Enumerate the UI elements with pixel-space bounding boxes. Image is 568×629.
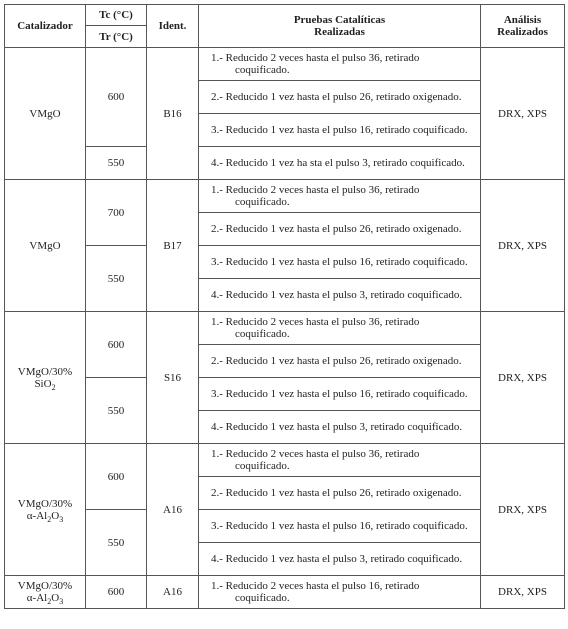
test-text: 4.- Reducido 1 vez ha sta el pulso 3, retirado coquificado. <box>211 157 465 169</box>
tr-value: 550 <box>86 378 147 444</box>
test-description <box>199 345 481 378</box>
catalyst-table <box>4 4 565 609</box>
header-catalizador: Catalizador <box>5 5 86 48</box>
test-description <box>199 444 481 477</box>
table-row <box>5 444 565 477</box>
catalyst-name <box>5 576 86 609</box>
test-text: 1.- Reducido 2 veces hasta el pulso 36, retirado coquificado. <box>211 448 420 472</box>
test-description <box>199 378 481 411</box>
catalyst-subscript: 3 <box>59 514 64 524</box>
tc-value: 600 <box>86 48 147 147</box>
ident-value: A16 <box>147 444 199 576</box>
table-row <box>5 576 565 609</box>
test-description <box>199 114 481 147</box>
ident-value: A16 <box>147 576 199 609</box>
tc-value: 600 <box>86 576 147 609</box>
test-description <box>199 576 481 609</box>
catalyst-subscript: 2 <box>51 382 56 392</box>
table-row <box>5 180 565 213</box>
header-tc: Tc (°C) <box>86 5 147 26</box>
test-description <box>199 81 481 114</box>
analisis-value: DRX, XPS <box>481 312 565 444</box>
test-description <box>199 213 481 246</box>
catalyst-name <box>5 444 86 576</box>
header-analisis-line-1: Análisis <box>503 14 542 26</box>
test-text: 2.- Reducido 1 vez hasta el pulso 26, retirado oxigenado. <box>211 355 462 367</box>
catalyst-text: VMgO <box>29 239 61 252</box>
catalyst-text: VMgO/30% <box>17 580 73 592</box>
catalyst-text: VMgO/30% <box>17 365 73 378</box>
analisis-value: DRX, XPS <box>481 48 565 180</box>
catalyst-name <box>5 312 86 444</box>
tr-value: 550 <box>86 147 147 180</box>
catalyst-text: SiO <box>34 377 52 390</box>
test-text: 2.- Reducido 1 vez hasta el pulso 26, retirado oxigenado. <box>211 223 462 235</box>
analisis-value: DRX, XPS <box>481 576 565 609</box>
test-description <box>199 180 481 213</box>
catalyst-subscript: 2 <box>47 597 52 607</box>
header-pruebas-line-1: Pruebas Catalíticas <box>293 14 386 26</box>
catalyst-name <box>5 48 86 180</box>
test-text: 2.- Reducido 1 vez hasta el pulso 26, retirado oxigenado. <box>211 487 462 499</box>
header-ident: Ident. <box>147 5 199 48</box>
test-text: 4.- Reducido 1 vez hasta el pulso 3, retirado coquificado. <box>211 421 463 433</box>
header-analisis <box>481 5 565 48</box>
test-description <box>199 477 481 510</box>
ident-value: S16 <box>147 312 199 444</box>
test-description <box>199 48 481 81</box>
test-description <box>199 279 481 312</box>
test-description <box>199 312 481 345</box>
catalyst-name <box>5 180 86 312</box>
catalyst-text: α-Al <box>26 509 48 522</box>
test-text: 1.- Reducido 2 veces hasta el pulso 36, retirado coquificado. <box>211 52 420 76</box>
tr-value: 550 <box>86 246 147 312</box>
ident-value: B17 <box>147 180 199 312</box>
header-pruebas <box>199 5 481 48</box>
header-tr: Tr (°C) <box>86 26 147 48</box>
test-text: 4.- Reducido 1 vez hasta el pulso 3, retirado coquificado. <box>211 289 463 301</box>
tc-value: 700 <box>86 180 147 246</box>
test-text: 2.- Reducido 1 vez hasta el pulso 26, retirado oxigenado. <box>211 91 462 103</box>
header-pruebas-line-2: Realizadas <box>314 26 365 38</box>
test-description <box>199 246 481 279</box>
test-description <box>199 510 481 543</box>
tc-value: 600 <box>86 444 147 510</box>
tr-value: 550 <box>86 510 147 576</box>
test-text: 1.- Reducido 2 veces hasta el pulso 16, retirado coquificado. <box>211 580 420 604</box>
test-text: 1.- Reducido 2 veces hasta el pulso 36, retirado coquificado. <box>211 184 420 208</box>
ident-value: B16 <box>147 48 199 180</box>
test-text: 4.- Reducido 1 vez hasta el pulso 3, retirado coquificado. <box>211 553 463 565</box>
catalyst-text: O <box>51 509 60 522</box>
test-description <box>199 147 481 180</box>
test-text: 3.- Reducido 1 vez hasta el pulso 16, retirado coquificado. <box>211 520 468 532</box>
tc-value: 600 <box>86 312 147 378</box>
table-row <box>5 312 565 345</box>
test-description <box>199 411 481 444</box>
test-text: 1.- Reducido 2 veces hasta el pulso 36, retirado coquificado. <box>211 316 420 340</box>
test-text: 3.- Reducido 1 vez hasta el pulso 16, retirado coquificado. <box>211 256 468 268</box>
catalyst-text: α-Al <box>26 592 48 604</box>
header-analisis-line-2: Realizados <box>497 26 548 38</box>
catalyst-text: O <box>51 592 60 604</box>
catalyst-subscript: 3 <box>59 597 64 607</box>
test-text: 3.- Reducido 1 vez hasta el pulso 16, retirado coquificado. <box>211 388 468 400</box>
test-description <box>199 543 481 576</box>
analisis-value: DRX, XPS <box>481 444 565 576</box>
test-text: 3.- Reducido 1 vez hasta el pulso 16, retirado coquificado. <box>211 124 468 136</box>
table-row <box>5 48 565 81</box>
catalyst-subscript: 2 <box>47 514 52 524</box>
catalyst-text: VMgO <box>29 107 61 120</box>
analisis-value: DRX, XPS <box>481 180 565 312</box>
catalyst-text: VMgO/30% <box>17 497 73 510</box>
